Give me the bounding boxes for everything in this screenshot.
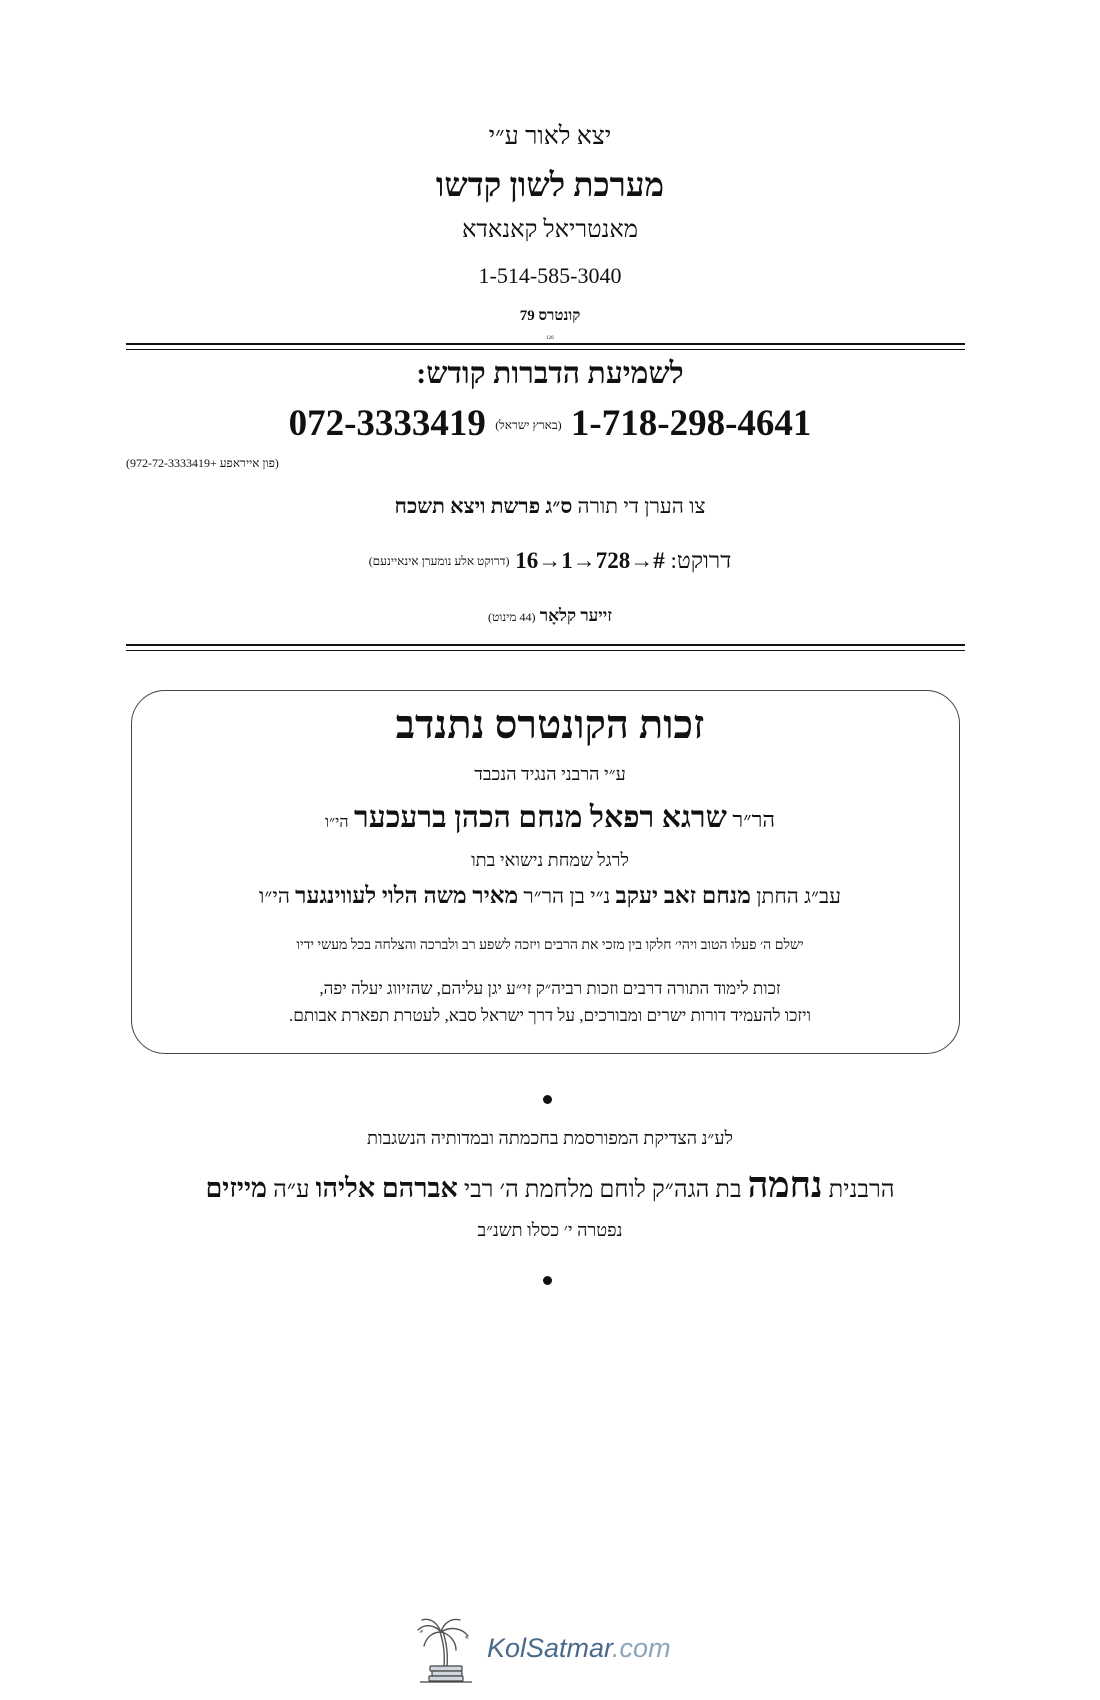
memorial-father-name: אברהם אליהו [315, 1173, 458, 1203]
donor-line [0, 799, 1100, 842]
listen-parsha: ס״ג פרשת ויצא תשכח [394, 494, 573, 518]
dial-sequence: 16→1→728→# [515, 548, 665, 573]
kolsatmar-logo [414, 1616, 684, 1684]
listen-line [0, 492, 1100, 520]
dial-line [0, 546, 1100, 576]
publisher-intro: יצא לאור ע״י [488, 123, 612, 150]
publisher-name: מערכת לשון קדשו [435, 168, 665, 204]
groom-mid: נ״י בן הר״ר [523, 884, 611, 908]
memorial-surname: מייזים [205, 1173, 268, 1203]
double-rule-top [126, 343, 965, 350]
logo-tld: .com [612, 1633, 671, 1663]
israel-label: (בארץ ישראל) [495, 418, 562, 432]
publisher-phone: 1-514-585-3040 [478, 263, 622, 288]
memorial-honorific: ע״ה [273, 1177, 310, 1203]
listen-prefix: צו הערן די תורה [577, 494, 706, 518]
groom-prefix: עב״ג החתן [756, 884, 842, 908]
dedication-title: זכות הקונטרס נתנדב [395, 702, 705, 747]
donor-prefix: הר״ר [732, 807, 776, 832]
double-rule-bottom [126, 644, 965, 651]
dial-label: דרוקט: [670, 548, 732, 573]
logo-name: KolSatmar [487, 1633, 613, 1663]
dedication-wish-2: ויזכו להעמיד דורות ישרים ומבורכים, על דרך ישראל סבא, לעטרת תפארת אבותם. [289, 1006, 811, 1025]
dedication-blessing: ישלם ה׳ פעלו הטוב ויהי׳ חלקו בין מזכי את הרבים ויזכה לשפע רב ולברכה והצלחה בכל מעשי ידיו [296, 938, 804, 953]
memorial-name-line [0, 1164, 1100, 1211]
phone-us: 1-718-298-4641 [570, 403, 812, 444]
europe-note: (פון אייראפע +972-72-3333419) [126, 456, 279, 470]
hotline-phones [0, 401, 1100, 448]
memorial-daughter-of: בת הגה״ק לוחם מלחמת ה׳ רבי [463, 1177, 742, 1203]
dedication-by: ע״י הרבני הנגיד הנכבד [474, 764, 626, 784]
groom-father: מאיר משה הלוי לעווינגער [295, 883, 519, 908]
memorial-name: נחמה [747, 1165, 823, 1205]
phone-israel: 072-3333419 [288, 403, 486, 444]
dedication-occasion: לרגל שמחת נישואי בתו [471, 850, 629, 870]
donor-name: שרגא רפאל מנחם הכהן ברעכער [354, 801, 727, 834]
logo-text [487, 1633, 671, 1664]
groom-name: מנחם זאב יעקב [615, 883, 751, 908]
groom-line [0, 881, 1100, 911]
duration-text: (44 מינוט) [488, 610, 536, 624]
dial-note: (דרוקט אלע נומערן אינאיינעם) [368, 554, 510, 568]
clarity-text: זייער קלאָר [539, 606, 612, 625]
publisher-city: מאנטריאל קאנאדא [461, 217, 639, 243]
memorial-title-prefix: הרבנית [828, 1177, 895, 1203]
separator-bullet [543, 1276, 552, 1285]
hotline-heading: לשמיעת הדברות קודש: [416, 357, 684, 390]
memorial-passing: נפטרה י׳ כסלו תשנ״ב [477, 1220, 623, 1240]
palm-tree-icon [414, 1616, 478, 1684]
groom-suffix: הי״ו [258, 884, 290, 908]
donor-suffix: הי״ו [324, 814, 349, 831]
memorial-intro: לע״נ הצדיקת המפורסמת בחכמתה ובמדותיה הנשגבות [367, 1128, 733, 1148]
separator-bullet [543, 1095, 552, 1104]
dedication-wish-1: זכות לימוד התורה דרבים וזכות רביה״ק זי״ע יגן עליהם, שהזיווג יעלה יפה, [319, 979, 781, 998]
booklet-number: קונטרס 79 [519, 308, 581, 324]
clarity-line [0, 604, 1100, 629]
tiny-mark: 126 [546, 336, 554, 341]
